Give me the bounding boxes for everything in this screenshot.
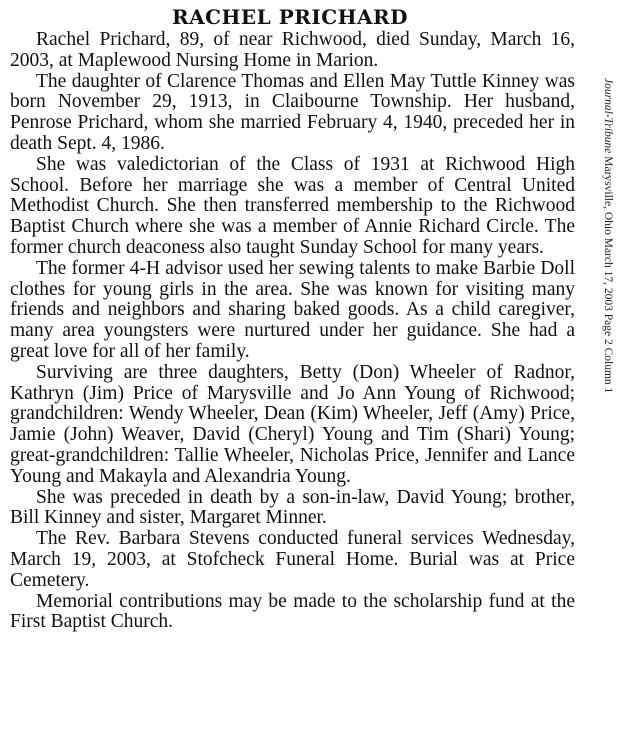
paragraph-education-church: She was valedictorian of the Class of 1931 at Richwood High School. Before her marriage she was a member of Central United Methodist Church. She then transferred membership to the Richwood Baptist Church where she was a member of Annie Richard Circle. The former church deaconess also taught Sunday School for many years. (10, 153, 575, 258)
paragraph-memorials: Memorial contributions may be made to the scholarship fund at the First Baptist Church. (10, 590, 575, 633)
paragraph-death-notice: Rachel Prichard, 89, of near Richwood, died Sunday, March 16, 2003, at Maplewood Nursing Home in Marion. (10, 29, 575, 71)
paragraph-birth-marriage: The daughter of Clarence Thomas and Ellen May Tuttle Kinney was born November 29, 1913, in Claibourne Township. Her husband, Penrose Prichard, whom she married February 4, 1940, preceded her in death Sept. 4, 1986. (10, 70, 575, 154)
obituary-headline: RACHEL PRICHARD (171, 5, 409, 29)
obituary-body (10, 30, 575, 633)
paragraph-activities: The former 4-H advisor used her sewing talents to make Barbie Doll clothes for young girls in the area. She was known for visiting many friends and neighbors and sharing baked goods. As a child caregiver, many area youngsters were nurtured under her guidance. She had a great love for all of her family. (10, 257, 575, 362)
source-publication: Journal-Tribune (602, 78, 614, 157)
source-details: Marysville, Ohio March 17, 2003 Page 2 Column 1 (602, 156, 614, 394)
paragraph-services: The Rev. Barbara Stevens conducted funeral services Wednesday, March 19, 2003, at Stofcheck Funeral Home. Burial was at Price Cemetery. (10, 528, 575, 591)
paragraph-preceded-in-death: She was preceded in death by a son-in-law, David Young; brother, Bill Kinney and sister, Margaret Minner. (10, 486, 575, 529)
source-annotation (598, 78, 618, 608)
paragraph-survivors: Surviving are three daughters, Betty (Don) Wheeler of Radnor, Kathryn (Jim) Price of Marysville and Jo Ann Young of Richwood; grandchildren: Wendy Wheeler, Dean (Kim) Wheeler, Jeff (Amy) Price, Jamie (John) Weaver, David (Cheryl) Young and Tim (Shari) Young; great-grandchildren: Tallie Wheeler, Nicholas Price, Jennifer and Lance Young and Makayla and Alexandria Young. (10, 361, 575, 487)
